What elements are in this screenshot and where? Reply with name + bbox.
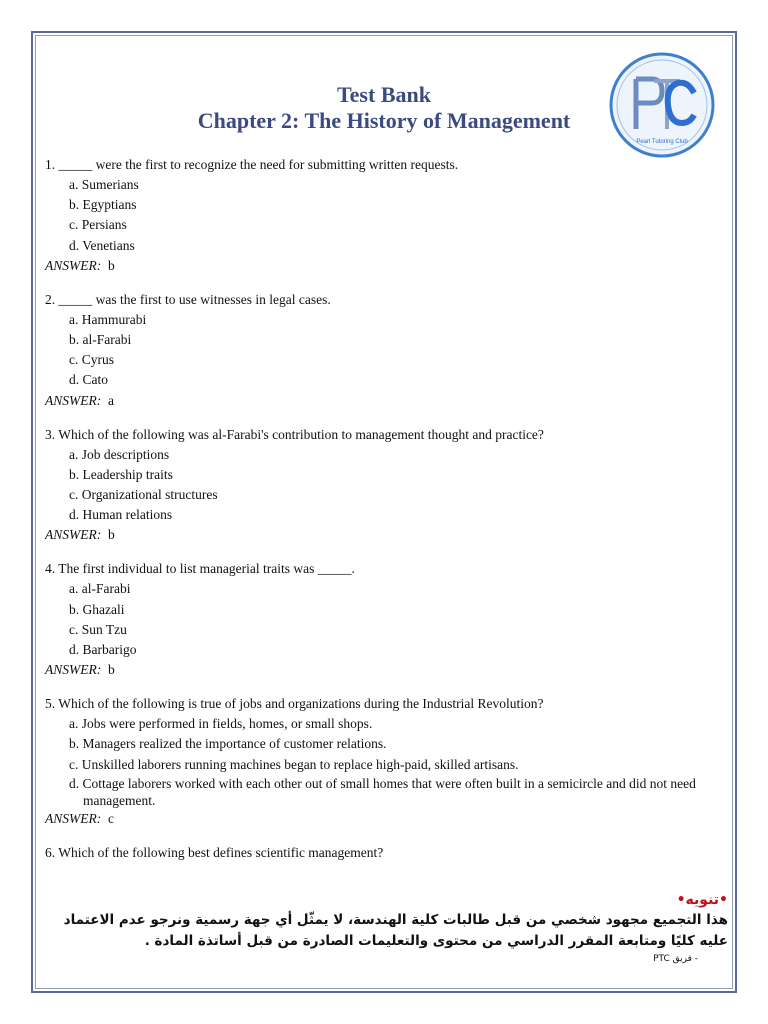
option-c-text: c. Unskilled laborers running machines began to replace high-paid, skilled artisans. [69, 756, 519, 772]
answer-label: ANSWER: [45, 392, 102, 408]
option-list [69, 579, 705, 660]
option-c: c. Sun Tzu [69, 621, 127, 637]
option-d: d. Cato [69, 372, 108, 388]
page-subtitle: Chapter 2: The History of Management [197, 108, 571, 133]
option-a: a. Hammurabi [69, 311, 147, 327]
answer-line [45, 660, 705, 680]
option-list [69, 175, 705, 256]
notice-heading: •تنويه• [676, 892, 728, 908]
page-title: Test Bank [337, 82, 431, 107]
question-1 [45, 155, 705, 276]
question-stem: 3. Which of the following was al-Farabi's contribution to management thought and practice? [45, 426, 544, 442]
option-b: b. Ghazali [69, 601, 125, 617]
question-4 [45, 559, 705, 680]
question-5 [45, 694, 705, 829]
question-stem: 2. _____ was the first to use witnesses in legal cases. [45, 291, 331, 307]
option-list [69, 714, 705, 809]
question-stem: 4. The first individual to list managerial traits was _____. [45, 561, 355, 577]
question-list [45, 155, 705, 877]
option-d [69, 775, 705, 809]
answer-label: ANSWER: [45, 527, 102, 543]
logo-text: Pearl Tutoring Club [636, 139, 688, 145]
answer-value: b [108, 662, 115, 678]
option-a: a. al-Farabi [69, 581, 131, 597]
option-c: c. Cyrus [69, 352, 114, 368]
option-b [69, 734, 705, 754]
answer-value: a [108, 392, 114, 408]
option-a-text: a. Jobs were performed in fields, homes, or small shops. [69, 716, 373, 732]
option-d: d. Human relations [69, 507, 173, 523]
question-stem: 6. Which of the following best defines scientific management? [45, 844, 384, 860]
option-c: c. Organizational structures [69, 487, 218, 503]
answer-line [45, 391, 705, 411]
answer-line [45, 256, 705, 276]
notice-signature: - فريق PTC [653, 954, 698, 964]
answer-value: b [108, 257, 115, 273]
option-list [69, 445, 705, 526]
option-a: a. Job descriptions [69, 446, 170, 462]
answer-label: ANSWER: [45, 662, 102, 678]
option-d: d. Barbarigo [69, 642, 137, 658]
answer-value: c [108, 810, 114, 826]
answer-line [45, 525, 705, 545]
answer-label: ANSWER: [45, 257, 102, 273]
question-3 [45, 425, 705, 546]
answer-label: ANSWER: [45, 810, 102, 826]
question-2 [45, 290, 705, 411]
option-b: b. al-Farabi [69, 332, 132, 348]
option-d-text: d. Cottage laborers worked with each other out of small homes that were often built in a semicircle and did not need management. [69, 775, 696, 808]
option-a: a. Sumerians [69, 177, 139, 192]
option-c: c. Persians [69, 217, 127, 233]
answer-value: b [108, 527, 115, 543]
option-b: b. Leadership traits [69, 466, 173, 482]
option-b-text: b. Managers realized the importance of customer relations. [69, 736, 387, 752]
question-6 [45, 843, 705, 863]
answer-line [45, 809, 705, 829]
option-b: b. Egyptians [69, 197, 137, 213]
option-list [69, 310, 705, 391]
notice-body: هذا التجميع مجهود شخصي من قبل طالبات كلية الهندسة، لا يمثّل أي جهة رسمية ونرجو عدم الاعتماد عليه كليًا ومتابعة المقرر الدراسي من محتوى والتعليمات الصادرة من قبل أساتذة المادة . [63, 912, 728, 949]
option-a [69, 714, 705, 734]
question-stem: 5. Which of the following is true of jobs and organizations during the Industrial Revolution? [45, 696, 544, 712]
question-stem: 1. _____ were the first to recognize the need for submitting written requests. [45, 157, 459, 172]
option-d: d. Venetians [69, 237, 135, 253]
notice-box [44, 890, 728, 966]
option-c [69, 755, 705, 775]
